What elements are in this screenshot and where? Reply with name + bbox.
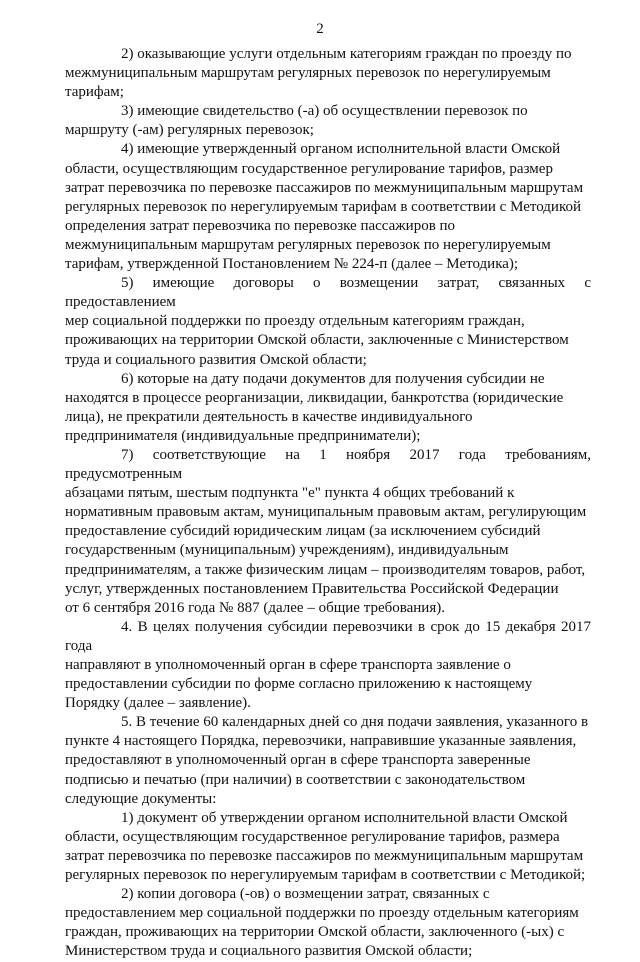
paragraph-item-3: 3) имеющие свидетельство (-а) об осуществлении перевозок по маршруту (-ам) регулярных перевозок;	[65, 103, 528, 139]
paragraph-clause-4: 4. В целях получения субсидии перевозчики в срок до 15 декабря 2017 года направляют в уполномоченный орган в сфере транспорта заявление о предоставлении субсидии по форме согласно приложению к настоящему Порядку (далее – заявление).	[65, 618, 591, 712]
paragraph-item-4: 4) имеющие утвержденный органом исполнительной власти Омской области, осуществляющим государственное регулирование тарифов, размер затрат перевозчика по перевозке пассажиров по межмуниципальным маршрутам регулярных перевозок по нерегулируемым тарифам в соответствии с Методикой определения затрат перевозчика по перевозке пассажиров по межмуниципальным маршрутам регулярных перевозок по нерегулируемым тарифам, утвержденной Постановлением № 224-п (далее – Методика);	[65, 141, 584, 273]
paragraph-item-7: 7) соответствующие на 1 ноября 2017 года требованиям, предусмотренным абзацами пятым, шестым подпункта "е" пункта 4 общих требований к нормативным правовым актам, муниципальным правовым актам, регулирующим предоставление субсидий юридическим лицам (за исключением субсидий государственным (муниципальным) учреждениям), индивидуальным предпринимателям, а также физическим лицам – производителям товаров, работ, услуг, утвержденных постановлением Правительства Российской Федерации от 6 сентября 2016 года № 887 (далее – общие требования).	[65, 446, 591, 616]
paragraph-item-2: 2) оказывающие услуги отдельным категориям граждан по проезду по межмуниципальным маршрутам регулярных перевозок по нерегулируемым тарифам;	[65, 46, 572, 101]
paragraph-document-2: 2) копии договора (-ов) о возмещении затрат, связанных с предоставлением мер социальной поддержки по проезду отдельным категориям граждан, проживающих на территории Омской области, заключенного (-ых) с Министерством труда и социального развития Омской области;	[65, 886, 579, 960]
paragraph-item-5: 5) имеющие договоры о возмещении затрат, связанных с предоставлением мер социальной поддержки по проезду отдельным категориям граждан, проживающих на территории Омской области, заключенные с Министерством труда и социального развития Омской области;	[65, 275, 591, 368]
page-number: 2	[316, 21, 324, 37]
paragraph-item-6: 6) которые на дату подачи документов для получения субсидии не находятся в процессе реорганизации, ликвидации, банкротства (юридические лица), не прекратили деятельность в качестве индивидуального предпринимателя (индивидуальные предприниматели);	[65, 370, 564, 444]
paragraph-document-1: 1) документ об утверждении органом исполнительной власти Омской области, осуществляющим государственное регулирование тарифов, размера затрат перевозчика по перевозке пассажиров по межмуниципальным маршрутам регулярных перевозок по нерегулируемым тарифам в соответствии с Методикой;	[65, 809, 586, 884]
document-body	[65, 45, 591, 962]
paragraph-clause-5: 5. В течение 60 календарных дней со дня подачи заявления, указанного в пункте 4 настоящего Порядка, перевозчики, направившие указанные заявления, предоставляют в уполномоченный орган в сфере транспорта заверенные подписью и печатью (при наличии) в соответствии с законодательством следующие документы:	[65, 714, 589, 807]
